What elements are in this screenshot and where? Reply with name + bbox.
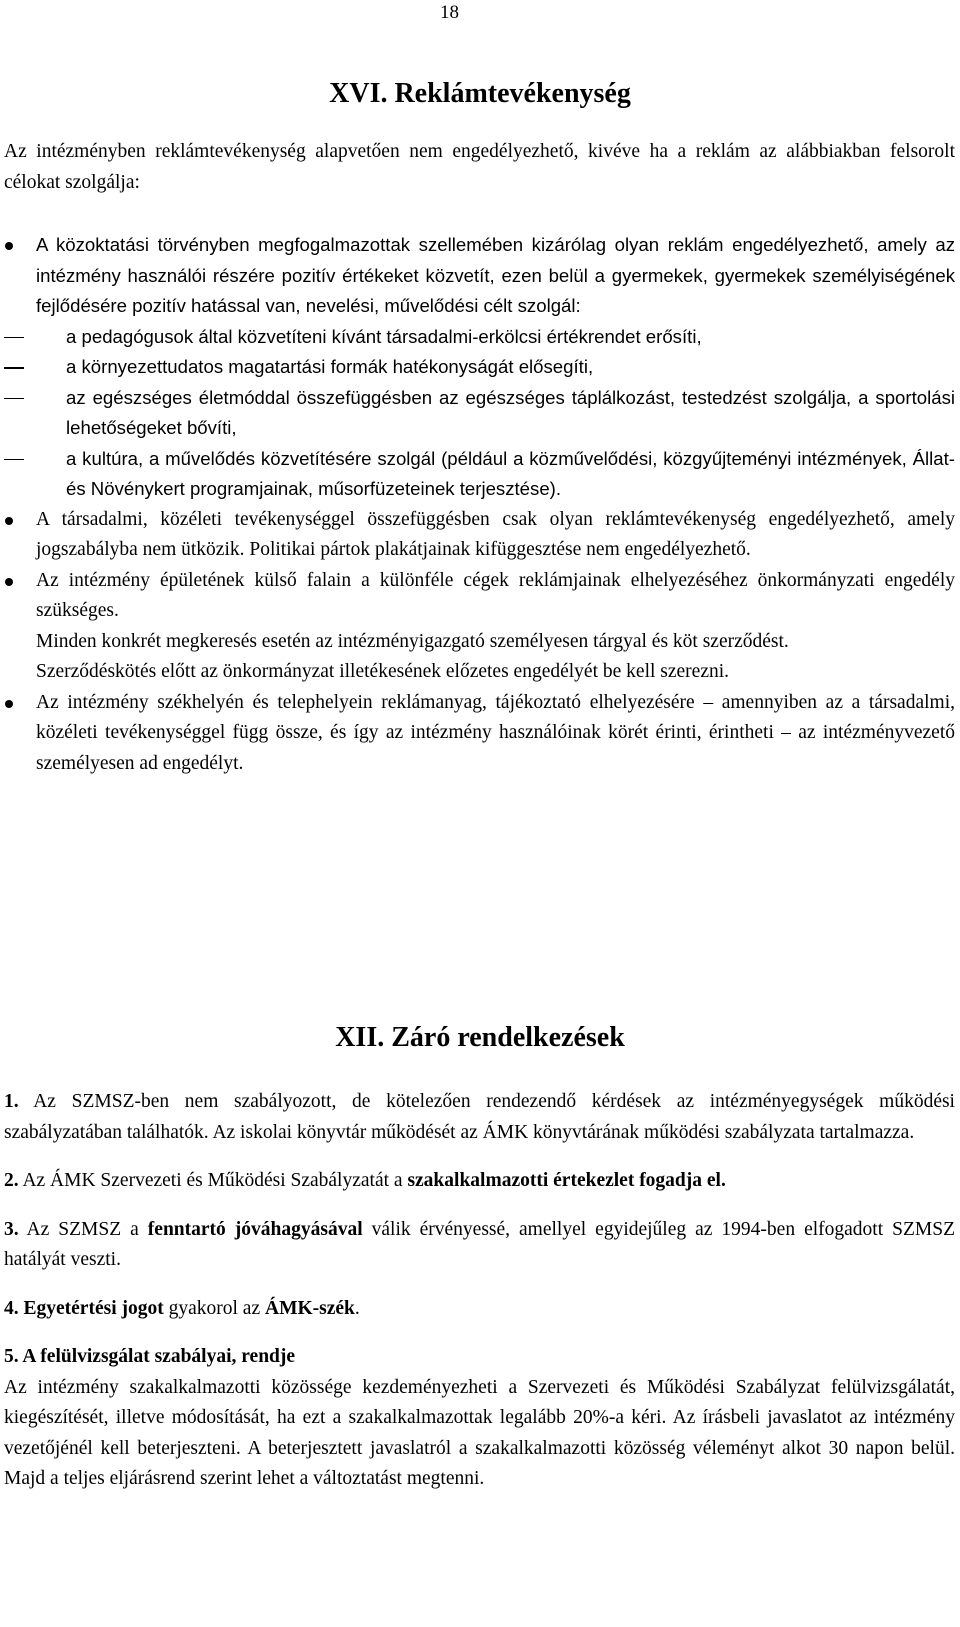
bullet-icon: [5, 700, 13, 708]
page-number: 18: [440, 2, 459, 23]
dash-icon: [4, 398, 24, 400]
closing-paragraph-5: Az intézmény szakalkalmazotti közössége kezdeményezheti a Szervezeti és Működési Szabályzat felülvizsgálatát, kiegészítését, illetve módosítását, ha ezt a szakalkalmazottak legalább 20%-a kéri. Az írásbeli javaslatot az intézmény vezetőjénél kell beterjeszteni. A beterjesztett javaslatról a szakalkalmazotti közösség véleményt alkot 30 napon belül. Majd a teljes eljárásrend szerint lehet a változtatást megtenni.: [4, 1376, 955, 1489]
intro-paragraph: Az intézményben reklámtevékenység alapvetően nem engedélyezhető, kivéve ha a reklám az alábbiakban felsorolt célokat szolgálja:: [4, 141, 955, 193]
dash-icon: [4, 367, 24, 369]
dash-icon: [4, 337, 24, 339]
closing-paragraph-4: 4. Egyetértési jogot gyakorol az ÁMK-szék.: [4, 1297, 360, 1319]
closing-paragraph-5-title: 5. A felülvizsgálat szabályai, rendje: [4, 1346, 296, 1367]
bullet-icon: [5, 242, 13, 250]
dash-item: a környezettudatos magatartási formák hatékonyságát elősegíti,: [4, 352, 955, 383]
bullet-icon: [5, 578, 13, 586]
dash-item: az egészséges életmóddal összefüggésben az egészséges táplálkozást, testedzést szolgálja, a sportolási lehetőségeket bővíti,: [4, 383, 955, 444]
bullet-item: Az intézmény székhelyén és telephelyein reklámanyag, tájékoztató elhelyezésére – amennyiben az a társadalmi, közéleti tevékenységgel függ össze, és így az intézmény használóinak körét érinti, érintheti – az intézményvezető személyesen ad engedélyt.: [4, 688, 955, 780]
closing-paragraph-3: 3. Az SZMSZ a fenntartó jóváhagyásával válik érvényessé, amellyel egyidejűleg az 1994-ben elfogadott SZMSZ hatályát veszti.: [4, 1218, 955, 1270]
bullet-icon: [5, 517, 13, 525]
dash-item: a kultúra, a művelődés közvetítésére szolgál (például a közművelődési, közgyűjteményi intézmények, Állat- és Növénykert programjainak, műsorfüzeteinek terjesztése).: [4, 444, 955, 505]
bullet-item: A közoktatási törvényben megfogalmazottak szellemében kizárólag olyan reklám engedélyezhető, amely az intézmény használói részére pozitív értékeket közvetít, ezen belül a gyermekek, gyermekek személyiségének fejlődésére pozitív hatással van, nevelési, művelődési célt szolgál:: [4, 230, 955, 322]
section-reklam-body: [4, 137, 955, 779]
section-title-reklamtevekenyseg: XVI. Reklámtevékenység: [329, 78, 631, 109]
dash-icon: [4, 459, 24, 461]
section-title-zaro-rendelkezesek: XII. Záró rendelkezések: [335, 1022, 625, 1053]
bullet-item: A társadalmi, közéleti tevékenységgel összefüggésben csak olyan reklámtevékenység engedélyezhető, amely jogszabályba nem ütközik. Politikai pártok plakátjainak kifüggesztése nem engedélyezhető.: [4, 505, 955, 566]
closing-paragraph-1: 1. Az SZMSZ-ben nem szabályozott, de kötelezően rendezendő kérdések az intézményegységek működési szabályzatában találhatók. Az iskolai könyvtár működését az ÁMK könyvtárának működési szabályzata tartalmazza.: [4, 1091, 955, 1143]
bullet-item: Az intézmény épületének külső falain a különféle cégek reklámjainak elhelyezéséhez önkormányzati engedély szükséges. Minden konkrét megkeresés esetén az intézményigazgató személyesen tárgyal és köt szerződést. Szerződéskötés előtt az önkormányzat illetékesének előzetes engedélyét be kell szerezni.: [4, 566, 955, 688]
closing-paragraph-2: 2. Az ÁMK Szervezeti és Működési Szabályzatát a szakalkalmazotti értekezlet fogadja el.: [4, 1170, 726, 1191]
dash-item: a pedagógusok által közvetíteni kívánt társadalmi-erkölcsi értékrendet erősíti,: [4, 322, 955, 353]
section-zaro-body: [4, 1087, 955, 1495]
